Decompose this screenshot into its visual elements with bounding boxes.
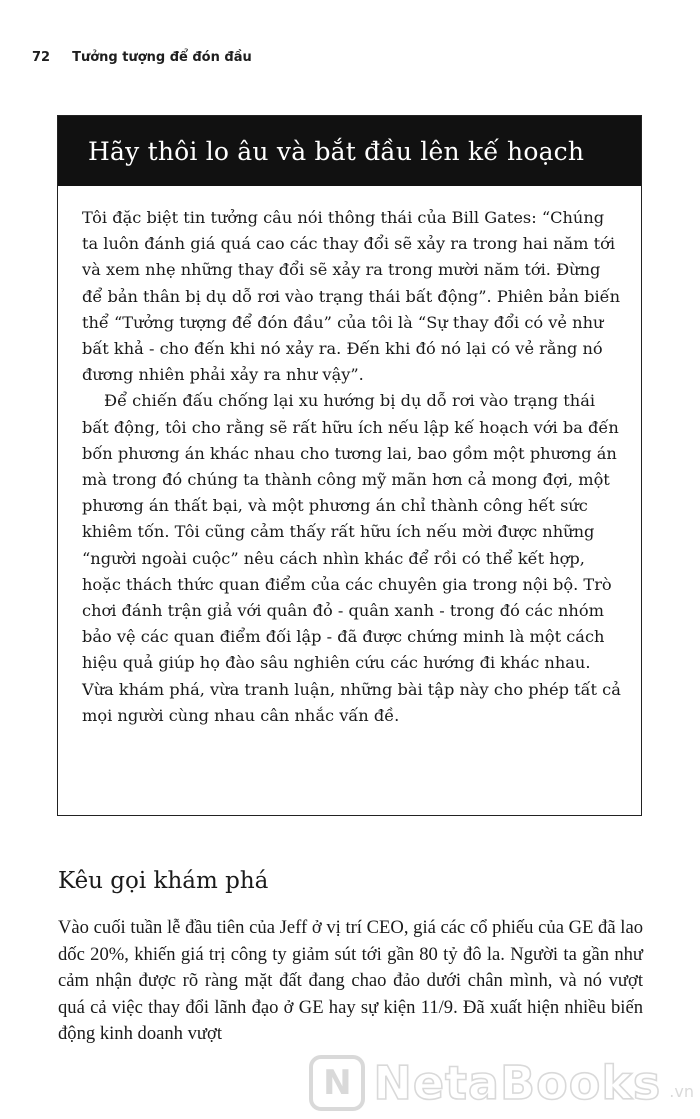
section-paragraph: Vào cuối tuần lễ đầu tiên của Jeff ở vị trí CEO, giá các cổ phiếu của GE đã lao dốc 20%, khiến giá trị công ty giảm sút tới gần 80 tỷ đô la. Người ta gần như cảm nhận được rõ ràng mặt đất đang chao đảo dưới chân mình, và nó vượt quá cả việc thay đổi lãnh đạo ở GE hay sự kiện 11/9. Đã xuất hiện nhiều biến động kinh doanh vượt [58,917,643,1044]
section-heading: Kêu gọi khám phá [58,868,269,894]
sidebar-box-body [82,205,622,729]
sidebar-paragraph-1: Tôi đặc biệt tin tưởng câu nói thông thái của Bill Gates: “Chúng ta luôn đánh giá quá cao các thay đổi sẽ xảy ra trong hai năm tới và xem nhẹ những thay đổi sẽ xảy ra trong mười năm tới. Đừng để bản thân bị dụ dỗ rơi vào trạng thái bất động”. Phiên bản biến thể “Tưởng tượng để đón đầu” của tôi là “Sự thay đổi có vẻ như bất khả - cho đến khi nó xảy ra. Đến khi đó nó lại có vẻ rằng nó đương nhiên phải xảy ra như vậy”. [82,208,621,385]
running-title: Tưởng tượng để đón đầu [72,50,252,65]
netabooks-logo-icon: N [309,1055,365,1111]
sidebar-box [57,115,642,816]
watermark [309,1055,694,1111]
section-body [58,915,643,1048]
page-number: 72 [32,50,51,65]
running-header [32,50,252,65]
sidebar-paragraph-2: Để chiến đấu chống lại xu hướng bị dụ dỗ rơi vào trạng thái bất động, tôi cho rằng sẽ rất hữu ích nếu lập kế hoạch với ba đến bốn phương án khác nhau cho tương lai, bao gồm một phương án mà trong đó chúng ta thành công mỹ mãn hơn cả mong đợi, một phương án thất bại, và một phương án chỉ thành công hết sức khiêm tốn. Tôi cũng cảm thấy rất hữu ích nếu mời được những “người ngoài cuộc” nêu cách nhìn khác để rồi có thể kết hợp, hoặc thách thức quan điểm của các chuyên gia trong nội bộ. Trò chơi đánh trận giả với quân đỏ - quân xanh - trong đó các nhóm bảo vệ các quan điểm đối lập - đã được chứng minh là một cách hiệu quả giúp họ đào sâu nghiên cứu các hướng đi khác nhau. Vừa khám phá, vừa tranh luận, những bài tập này cho phép tất cả mọi người cùng nhau cân nhắc vấn đề. [82,391,621,725]
watermark-brand: NetaBooks [373,1056,662,1110]
watermark-suffix: .vn [669,1082,694,1101]
sidebar-box-title: Hãy thôi lo âu và bắt đầu lên kế hoạch [58,116,641,186]
